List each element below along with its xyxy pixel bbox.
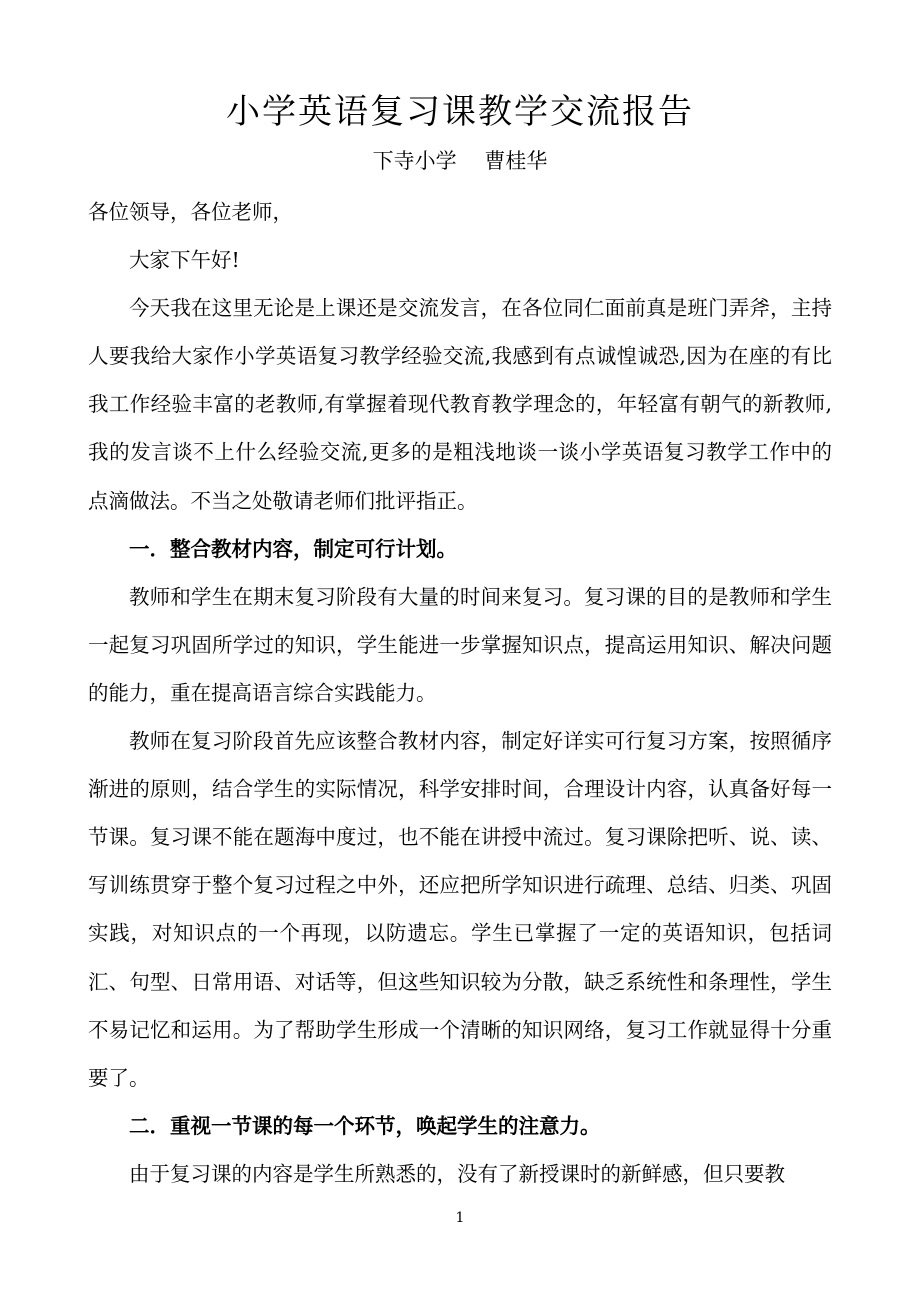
section-heading-1: 一．整合教材内容，制定可行计划。: [129, 536, 457, 561]
section-1-paragraph-2: 教师在复习阶段首先应该整合教材内容，制定好详实可行复习方案，按照循序渐进的原则，结合学生的实际情况，科学安排时间，合理设计内容，认真备好每一节课。复习课不能在题海中度过，也不能在讲授中流过。复习课除把听、说、读、写训练贯穿于整个复习过程之中外，还应把所学知识进行疏理、总结、归类、巩固实践，对知识点的一个再现，以防遗忘。学生已掌握了一定的英语知识，包括词汇、句型、日常用语、对话等，但这些知识较为分散，缺乏系统性和条理性，学生不易记忆和运用。为了帮助学生形成一个清晰的知识网络，复习工作就显得十分重要了。: [88, 729, 832, 1090]
section-2-paragraph-1: 由于复习课的内容是学生所熟悉的，没有了新授课时的新鲜感，但只要教: [129, 1161, 785, 1186]
section-heading-2: 二．重视一节课的每一个环节，唤起学生的注意力。: [129, 1113, 601, 1138]
document-body: [88, 188, 832, 1198]
page-number: 1: [455, 1210, 465, 1226]
intro-paragraph: 今天我在这里无论是上课还是交流发言，在各位同仁面前真是班门弄斧，主持人要我给大家作小学英语复习教学经验交流,我感到有点诚惶诚恐,因为在座的有比我工作经验丰富的老教师,有掌握着现代教育教学理念的，年轻富有朝气的新教师,我的发言谈不上什么经验交流,更多的是粗浅地谈一谈小学英语复习教学工作中的点滴做法。不当之处敬请老师们批评指正。: [88, 296, 832, 513]
document-title: 小学英语复习课教学交流报告: [226, 92, 694, 132]
author-line: 下寺小学 曹桂华: [372, 149, 548, 173]
greeting: 大家下午好!: [129, 248, 240, 273]
salutation: 各位领导，各位老师，: [88, 200, 293, 224]
section-1-paragraph-1: 教师和学生在期末复习阶段有大量的时间来复习。复习课的目的是教师和学生一起复习巩固所学过的知识，学生能进一步掌握知识点，提高运用知识、解决问题的能力，重在提高语言综合实践能力。: [88, 584, 832, 705]
